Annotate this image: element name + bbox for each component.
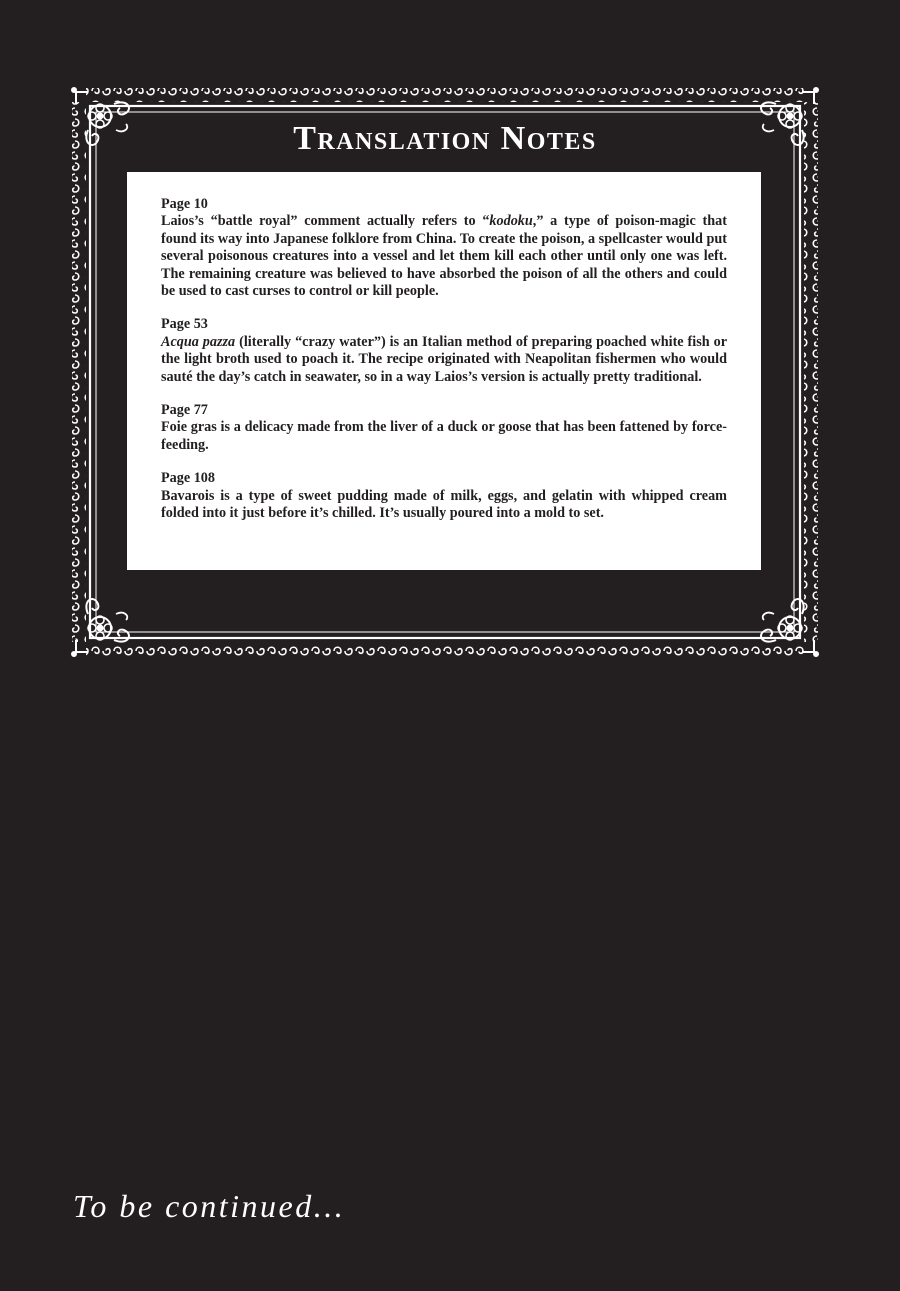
note-page-53: [161, 316, 727, 386]
to-be-continued-text: To be continued...: [73, 1188, 346, 1224]
note-body: Laios’s “battle royal” comment actually refers to “kodoku,” a type of poison-magic that found its way into Japanese folklore from China. To create the poison, a spellcaster would put several poisonous creatures into a vessel and let them kill each other until only one was left. The remaining creature was believed to have absorbed the poison of all the others and could be used to cast curses to control or kill people.: [161, 213, 727, 300]
translation-notes-frame: [68, 84, 822, 660]
note-page-label: Page 77: [161, 402, 208, 419]
note-page-10: [161, 196, 727, 300]
note-page-77: [161, 402, 727, 454]
note-page-label: Page 53: [161, 316, 208, 333]
note-page-108: [161, 470, 727, 522]
page-title: Translation Notes: [293, 120, 597, 157]
note-body: Acqua pazza (literally “crazy water”) is an Italian method of preparing poached white fish or the light broth used to poach it. The recipe originated with Neapolitan fishermen who would sauté the day’s catch in seawater, so in a way Laios’s version is actually pretty traditional.: [161, 333, 727, 385]
note-page-label: Page 10: [161, 196, 208, 212]
note-body: Foie gras is a delicacy made from the liver of a duck or goose that has been fattened by force-feeding.: [161, 419, 727, 453]
notes-panel: [127, 172, 761, 570]
note-page-label: Page 108: [161, 470, 215, 487]
note-body: Bavarois is a type of sweet pudding made of milk, eggs, and gelatin with whipped cream folded into it just before it’s chilled. It’s usually poured into a mold to set.: [161, 487, 727, 522]
